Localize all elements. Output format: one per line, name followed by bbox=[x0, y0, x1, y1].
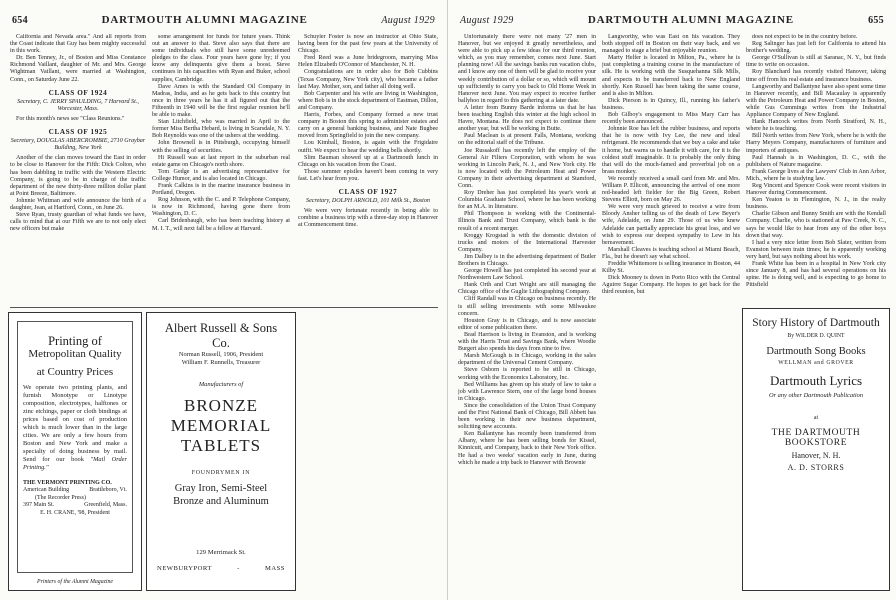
product-line: TABLETS bbox=[180, 436, 262, 455]
column-1 bbox=[10, 34, 146, 306]
paragraph: Langworthy, who was East on his vacation. They both stopped off in Boston on their way back, and we managed to stage a brief but enjoyable reunion. bbox=[602, 34, 740, 55]
paragraph: Congratulations are in order also for Bob Cubbins (Texas Company, New York city), who became a father last May. Mother, son, and father all doing well. bbox=[298, 69, 438, 90]
paragraph: A letter from Bunny Barde informs us that he has been teaching English this winter at the high school in Havre, Montana. He does not expect to continue there another year, but will be working in Butte. bbox=[458, 104, 596, 133]
paragraph: Schuyler Foster is now an instructor at Ohio State, having been for the past few years at the University of Chicago. bbox=[298, 34, 438, 55]
state: MASS bbox=[265, 565, 285, 572]
paragraph: Those summer epistles haven't been coming in very fast. Let's hear from you. bbox=[298, 168, 438, 182]
paragraph: Ken Yeaton is in Flemington, N. J., in the realty business. bbox=[746, 197, 886, 211]
ad-body bbox=[23, 384, 127, 472]
store-name: THE DARTMOUTH BOOKSTORE bbox=[771, 428, 861, 448]
paragraph: Phil Thompson is working with the Continental-Illinois Bank and Trust Company, which bank is the result of a recent merger. bbox=[458, 211, 596, 232]
paragraph: George O'Sullivan is still at Saranac, N. Y., but finds time to write on occasion. bbox=[746, 55, 886, 69]
paragraph: Slim Bauman showed up at a Dartmouth lunch in Chicago on his vacation from the Coast. bbox=[298, 154, 438, 168]
page-number: 655 bbox=[868, 15, 884, 26]
address-part: Brattleboro, Vt. bbox=[89, 487, 127, 494]
officer-line: Norman Russell, 1906, President bbox=[178, 351, 264, 358]
paragraph: Joe Russakoff has recently left the employ of the General Air Filters Corporation, with whom he was working in Lincoln Park, N. J., and New York city. He is now located with the Petroleum Heat and Power Company in their advertising department at Stamford, Conn. bbox=[458, 147, 596, 189]
column-1 bbox=[458, 34, 596, 592]
class-secretary: Secretary, DOUGLAS ABERCROMBIE, 2710 Graybar Building, New York bbox=[10, 138, 146, 152]
paragraph: Tom Gedge is an advertising representative for College Humor, and is also located in Chicago. bbox=[152, 168, 290, 182]
street-address: 129 Merrimack St. bbox=[196, 549, 246, 556]
paragraph: Paul Hannah is in Washington, D. C., with the publishers of Nature magazine. bbox=[746, 154, 886, 168]
book-title: Story History of Dartmouth bbox=[752, 317, 880, 329]
column-2 bbox=[602, 34, 740, 592]
company-name: Albert Russell & Sons Co. bbox=[164, 321, 278, 350]
paragraph: Reg Salinger has just left for California to attend his brother's wedding. bbox=[746, 41, 886, 55]
paragraph: Hank Hancock writes from North Stratford, N. H., where he is teaching. bbox=[746, 119, 886, 133]
materials-line: Gray Iron, Semi-Steel bbox=[174, 483, 268, 494]
ad-albert-russell bbox=[146, 312, 296, 591]
issue-date: August 1929 bbox=[381, 15, 435, 26]
paragraph: Cliff Randall was in Chicago on business recently. He is still selling investments with some Milwaukee concern. bbox=[458, 296, 596, 317]
paragraph: Houston Gray is in Chicago, and is now associate editor of some publication there. bbox=[458, 317, 596, 331]
paragraph: Carl Bridenbaugh, who has been teaching history at M. I. T., will next fall be a fellow at Harvard. bbox=[152, 218, 290, 232]
page-header bbox=[12, 14, 435, 28]
store-town: Hanover, N. H. bbox=[791, 451, 841, 460]
paragraph: Bob Carpenter and his wife are living in Washington, where Bob is in the stock department of Eastman, Dillon, and Company. bbox=[298, 90, 438, 111]
paragraph: Langworthy and Ballantyne have also spent some time in Hanover recently, and Bill Macaulay is apparently with the Petroleum Heat and Power Company in Boston, while Gus Cummings writes from the Industrial Appliance Company of New England. bbox=[746, 83, 886, 119]
book-title: Dartmouth Lyrics bbox=[769, 373, 863, 388]
city: NEWBURYPORT bbox=[157, 565, 212, 572]
paragraph: Johnnie Roe has left the rubber business, and reports that he is now with Ivy Lee, the new and ideal refrigerant. He recommends that we buy a cake and take it home, but warns us to handle it with care, for it is the coldest stuff imaginable. It is probably the only thing that will do the much-famed and proverbial job on a brass monkey. bbox=[602, 126, 740, 175]
company-name: THE VERMONT PRINTING CO. bbox=[23, 480, 112, 486]
paragraph: Roy Blanchard has recently visited Hanover, taking time off from his real estate and insurance business. bbox=[746, 69, 886, 83]
paragraph: some arrangement for funds for future years. Think out an answer to that. Steve also says that there are some individuals who still have some unredeemed pledges to the class. Four years have gone by; if you know any delinquents give them a boost. Steve continues in his capacities with Ryan and Buker, school supplies, Cambridge. bbox=[152, 34, 290, 83]
paragraph: Steve Osborn is reported to be still in Chicago, working with the Economics Laboratory, Inc. bbox=[458, 367, 596, 381]
dash: - bbox=[237, 565, 240, 572]
paragraph: We were very much grieved to receive a wire from Bloody Ansher telling us of the death of Lew Beyer's wife, Adelaide, on June 29. Those of us who knew Adelaide can partially appreciate his great loss, and we wish to express our deepest sympathy to Lew in his bereavement. bbox=[602, 204, 740, 246]
class-heading: CLASS OF 1924 bbox=[48, 88, 108, 97]
paragraph: Paul Maclean is at present Falls, Montana, working on the editorial staff of the Tribune. bbox=[458, 133, 596, 147]
paragraph: Marsh McGough is in Chicago, working in the sales department of the Universal Cement Company. bbox=[458, 353, 596, 367]
president-line: E. H. CRANE, '98, President bbox=[40, 509, 110, 516]
paragraph: Frank George lives at the Lawyers' Club in Ann Arbor, Mich., where he is studying law. bbox=[746, 168, 886, 182]
address-row bbox=[23, 502, 127, 509]
class-secretary: Secretary, C. JERRY SPAULDING, 7 Harvard St., Worcester, Mass. bbox=[17, 98, 139, 112]
ad-footer bbox=[23, 480, 127, 517]
paragraph: Dave Ames is with the Standard Oil Company in Madras, India, and as he gets back to this country but once in three years he has it all figured out that the Fifteenth in 1940 will be the first regular reunion he'll be able to make. bbox=[152, 83, 290, 119]
paragraph: Jim Dalbey is in the advertising department of Butler Brothers in Chicago. bbox=[458, 253, 596, 267]
ad-title: Printing of bbox=[48, 334, 102, 348]
officer-line: William F. Runnells, Treasurer bbox=[181, 359, 261, 366]
paragraph: Charlie Gibson and Bunny Smith are with the Kendall Company. Charlie, who is stationed at Paw Creek, N. C., says he would like to hear from any of the other boys down that way. bbox=[746, 211, 886, 239]
paragraph: Hank Orth and Curt Wright are still managing the Chicago office of the Guglie Lithographing Company. bbox=[458, 282, 596, 296]
paragraph: Dick Pierson is in Quincy, Ill., running his father's business. bbox=[602, 97, 740, 111]
ad-dartmouth-bookstore bbox=[742, 308, 890, 591]
class-heading: CLASS OF 1927 bbox=[338, 187, 398, 196]
paragraph: Since the consolidation of the Union Trust Company and the First National Bank of Chicago, Bill Abbett has been working in their new business department, soliciting new accounts. bbox=[458, 402, 596, 431]
paragraph: Frank Calkins is in the marine insurance business in Portland, Oregon. bbox=[152, 182, 290, 197]
at-label: at bbox=[813, 415, 819, 421]
paragraph: Hi Russell was at last report in the suburban real estate game on Chicago's north shore. bbox=[152, 154, 290, 168]
paragraph: We recently received a small card from Mr. and Mrs. William P. Ellicott, announcing the arrival of one more red-headed left fielder for the Big Green, Robert Stevens Elliott, born on May 26. bbox=[602, 175, 740, 204]
class-heading: CLASS OF 1925 bbox=[48, 128, 108, 137]
column-2 bbox=[152, 34, 290, 306]
press-name: (The Recorder Press) bbox=[35, 494, 86, 501]
paragraph: Bill North writes from New York, where he is with the Harry Meyers Company, manufacturers of furniture and importers of antiques. bbox=[746, 133, 886, 154]
paragraph: John Brownell is in Pittsburgh, occupying himself with the selling of securities. bbox=[152, 140, 290, 154]
page-number: 654 bbox=[12, 15, 28, 26]
issue-date: August 1929 bbox=[460, 15, 514, 26]
store-owner: A. D. STORRS bbox=[787, 463, 845, 472]
manufacturers-label: Manufacturers of bbox=[198, 381, 244, 388]
paragraph: Steve Ryan, trusty guardian of what funds we have, calls to mind that at our Fifth we are to not only elect new officers but make bbox=[10, 212, 146, 233]
paragraph: Unfortunately there were not many '27 men in Hanover, but we enjoyed it greatly nevertheless, and were able to pick up a few ideas for our third reunion, which, as you may remember, comes next June. Start planning now! All the savings banks run vacation clubs, and I know any one of them will be glad to receive your weekly contribution of a dollar or so, which will mount up sufficiently to carry you back to Old Home Week in Hanover next June. You may expect to receive further ballyhoo in regard to this gathering at a later date. bbox=[458, 34, 596, 104]
other-publications: Or any other Dartmouth Publication bbox=[768, 392, 864, 399]
paragraph: Bob Gilboy's engagement to Miss Mary Carr has recently been announced. bbox=[602, 112, 740, 126]
paragraph: Fred Reed was a June bridegroom, marrying Miss Helen Elizabeth O'Connor of Manchester, N. H. bbox=[298, 55, 438, 69]
divider bbox=[10, 307, 438, 308]
class-secretary: Secretary, DOLPH ARNOLD, 101 Milk St., Boston bbox=[306, 198, 430, 205]
ad-vermont-printing bbox=[8, 312, 142, 591]
paragraph: California and Nevada area." And all reports from the Coast indicate that Guy has been mighty successful in this work. bbox=[10, 34, 146, 55]
book-title: Dartmouth Song Books bbox=[766, 346, 866, 357]
address-part: Greenfield, Mass. bbox=[84, 502, 127, 509]
paragraph: does not expect to be in the country before. bbox=[752, 34, 858, 40]
paragraph: Rog Johnson, with the C. and P. Telephone Company, is now in Richmond, having gone there from Washington, D. C. bbox=[152, 197, 290, 218]
column-3 bbox=[298, 34, 438, 306]
paragraph: Dr. Ben Tenney, Jr., of Boston and Miss Constance Richmond Vaillant, daughter of Mr. and Mrs. George Wightman Vaillant, were married at Washington, Conn., on Saturday June 22. bbox=[10, 55, 146, 83]
book-author: WELLMAN and GROVER bbox=[778, 360, 854, 366]
address-part: American Building bbox=[23, 487, 70, 494]
paragraph: Johnnie Whitman and wife announce the birth of a daughter, Jean, at Hartford, Conn., on June 26. bbox=[10, 197, 146, 211]
product-line: BRONZE bbox=[184, 396, 258, 415]
ad-title: Metropolitan Quality bbox=[28, 348, 122, 360]
paragraph: For this month's news see "Class Reunions." bbox=[16, 115, 125, 122]
paragraph: Harris, Forbes, and Company formed a new trust company in Boston this spring to administer estates and carry on a general banking business, and Nate Bugbee moved from Springfield to join the new company. bbox=[298, 112, 438, 140]
running-title: DARTMOUTH ALUMNI MAGAZINE bbox=[587, 14, 794, 26]
paragraph: Stan Litchfield, who was married in April to the former Miss Bertha Hebard, is living in Scarsdale, N. Y. Bob Reynolds was one of the ushers at the wedding. bbox=[152, 119, 290, 140]
running-title: DARTMOUTH ALUMNI MAGAZINE bbox=[101, 14, 308, 26]
paragraph: Bed Williams has given up his study of law to take a job with Lawrence Stern, one of the large bond houses in Chicago. bbox=[458, 381, 596, 402]
foundry-label: FOUNDRYMEN IN bbox=[191, 470, 251, 476]
paragraph: Brad Harrison is living in Evanston, and is working with the Harris Trust and Savings Bank, where Woodie Burgert also spends his days from nine to five. bbox=[458, 331, 596, 353]
city-line bbox=[157, 565, 285, 572]
paragraph: Marshall Cleaves is teaching school at Miami Beach, Fla., but he doesn't say what school. bbox=[602, 246, 740, 260]
book-author: By WILDER D. QUINT bbox=[787, 333, 845, 339]
ad-frame bbox=[17, 321, 133, 573]
paragraph: Lou Kimball, Boston, is again with the Frigidaire outfit. We expect to hear the wedding bells shortly. bbox=[298, 140, 438, 154]
paragraph: Dick Mooney is down in Porto Rico with the Central Aguirre Sugar Company. He hopes to get back for the third reunion, but bbox=[602, 275, 740, 296]
paragraph: George Howell has just completed his second year at Northwestern Law School. bbox=[458, 268, 596, 282]
address-part: 397 Main St. bbox=[23, 502, 55, 509]
column-3 bbox=[746, 34, 886, 302]
paragraph: Freddie Whittemore is selling insurance in Boston, 44 Kilby St. bbox=[602, 261, 740, 275]
paragraph: Another of the clan moves toward the East in order to be close to Hanover for the Fifth: Dick Colton, who has been dabbling in traffic with the Western Electric Company, is going to be in charge of the traffic department of the new thirty-three million dollar plant at Point Breeze, Baltimore. bbox=[10, 155, 146, 197]
ad-book-title: "Mail Order Printing." bbox=[23, 456, 127, 471]
paragraph: We were very fortunate recently in being able to combine a business trip with a three-day stop in Hanover at Commencement time. bbox=[298, 208, 438, 229]
product-line: MEMORIAL bbox=[170, 416, 272, 435]
paragraph: Frank White has been in a hospital in New York city since January 8, and has had several operations on his spine. He is doing well, and is expecting to go home to Pittsfield bbox=[746, 261, 886, 289]
materials-line: Bronze and Aluminum bbox=[173, 496, 269, 507]
ad-title: at Country Prices bbox=[36, 366, 114, 378]
page-header bbox=[460, 14, 884, 28]
paragraph: Roy Dreher has just completed his year's work at Columbia Graduate School, where he has been working for an M.A. in literature. bbox=[458, 190, 596, 211]
address-row bbox=[23, 487, 127, 494]
ad-caption: Printers of the Alumni Magazine bbox=[37, 579, 113, 585]
paragraph: Ken Ballantyne has recently been transferred from Albany, where he has been selling bonds for Kissel, Kinnicutt, and Company, back to their New York office. He had a two weeks' vacation early in June, during which he made a trip back to Hanover with Brownie bbox=[458, 431, 596, 466]
paragraph: Kroggy Krogstad is with the domestic division of trucks and motors of the International Harvester Company. bbox=[458, 232, 596, 253]
paragraph: I had a very nice letter from Bob Slater, written from Evanston between train times; he is apparently working very hard, but says nothing about his work. bbox=[746, 239, 886, 260]
ad-body-text: We operate two printing plants, and furnish Monotype or Linotype composition, electrotypes, halftones or zinc etchings, paper or cloth bindings at prices based on cost of production which is much lower than in the large cities. We are only a few hours from Boston and New York and make a specialty of doing business by mail. Send for our book bbox=[23, 384, 127, 463]
paragraph: Reg Vincent and Spencer Cook were recent visitors in Hanover during Commencement. bbox=[746, 182, 886, 197]
paragraph: Marty Helfer is located in Milton, Pa., where he is just completing a training course in the manufacture of silk. He is working with the Susquehanna Silk Mills, and expects to be transferred back to New England shortly. Ken Russell has been taking the same course, and is also in Milton. bbox=[602, 55, 740, 97]
